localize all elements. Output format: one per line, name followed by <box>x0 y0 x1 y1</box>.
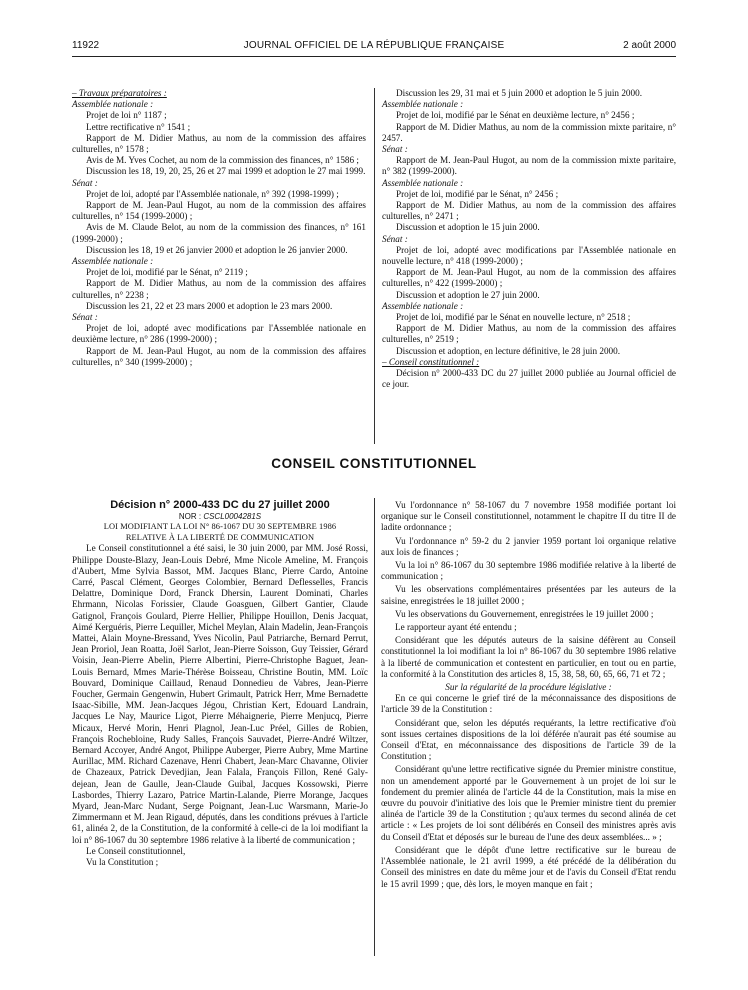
paragraph: – Travaux préparatoires : <box>72 88 167 98</box>
paragraph: Projet de loi, modifié par le Sénat en deuxième lecture, n° 2456 ; <box>396 110 635 121</box>
page-header <box>72 40 676 54</box>
paragraph: Projet de loi n° 1187 ; <box>86 110 167 121</box>
paragraph: Avis de M. Claude Belot, au nom de la commission des finances, n° 161 (1999-2000) ; <box>72 222 366 244</box>
paragraph: Vu l'ordonnance n° 59-2 du 2 janvier 1959 portant loi organique relative aux lois de finances ; <box>381 535 676 557</box>
paragraph: Discussion les 21, 22 et 23 mars 2000 et adoption le 23 mars 2000. <box>86 300 333 311</box>
column-divider-top <box>374 88 375 444</box>
paragraph: Sénat : <box>72 177 98 188</box>
paragraph: Projet de loi, adopté avec modifications par l'Assemblée nationale en nouvelle lecture, n° 418 (1999-2000) ; <box>382 244 676 267</box>
paragraph: Avis de M. Yves Cochet, au nom de la commission des finances, n° 1586 ; <box>86 155 359 166</box>
paragraph: Décision n° 2000-433 DC du 27 juillet 2000 publiée au Journal officiel de ce jour. <box>382 368 676 390</box>
paragraph: Rapport de M. Didier Mathus, au nom de la commission mixte paritaire, n° 2457. <box>382 121 676 143</box>
paragraph: Considérant que, selon les députés requérants, la lettre rectificative d'où sont issues certaines dispositions de la loi déférée n'aurait pas été soumise au Conseil d'Etat, en méconnaissance des dispositions de l'article 39 de la Constitution ; <box>381 717 676 762</box>
paragraph: Discussion les 18, 19 et 26 janvier 2000 et adoption le 26 janvier 2000. <box>86 244 348 255</box>
paragraph: Le Conseil constitutionnel a été saisi, le 30 juin 2000, par MM. José Rossi, Philippe Douste-Blazy, Jean-Louis Debré, Mme Nicole Ameline, M. François d'Aubert, Mme Sylvia Bassot, MM. Jacques Blanc, Pierre Cardo, Antoine Carré, Pascal Clément, Georges Colombier, Bernard Deflesselles, Francis Delattre, Dominique Dord, Franck Dhersin, Laurent Dominati, Charles Ehrmann, Nicolas Forissier, Claude Goasguen, Gilbert Gantier, Claude Gatignol, François Goulard, Pierre Hellier, Philippe Houillon, Denis Jacquat, Aimé Kerguéris, Pierre Lequiller, Michel Meylan, Alain Madelin, Jean-François Mattei, Alain Moyne-Bressand, Yves Nicolin, Paul Patriarche, Bernard Perrut, Jean Proriol, Jean Roatta, Joël Sarlot, Jean-Pierre Soisson, Guy Teissier, Gérard Voisin, Jean-Pierre Abelin, Pierre Albertini, Pierre-Christophe Baguet, Jean-Louis Bernard, Mmes Marie-Thérèse Boisseau, Christine Boutin, MM. Loïc Bouvard, Dominique Caillaud, Renaud Donnedieu de Vabres, Jean-Pierre Foucher, Germain Gengenwin, Hubert Grimault, Patrick Herr, Mme Bernadette Isaac-Sibille, MM. Jean-Jacques Jégou, Christian Kert, Edouard Landrain, Jacques Le Nay, Maurice Ligot, Pierre Méhaignerie, Pierre Menjucq, Pierre Micaux, Hervé Morin, Henri Plagnol, Jean-Luc Préel, Gilles de Robien, François Rochebloine, Rudy Salles, François Sauvadet, Pierre-André Wiltzer, Bernard Accoyer, André Angot, Philippe Auberger, Pierre Aubry, Mme Martine Aurillac, MM. Richard Cazenave, Henri Chabert, Jean-Marc Chavanne, Olivier de Chazeaux, Patrick Devedjian, Jean Falala, François Fillon, René Galy-dejean, Jean de Gaulle, Jean-Claude Guibal, Jacques Kossowski, Pierre Lasbordes, Thierry Lazaro, Patrice Martin-Lalande, Pierre Morange, Jacques Myard, Jean-Marc Nudant, Serge Poignant, Jean-Luc Warsmann, Marie-Jo Zimmermann et M. Jean Rigaud, députés, dans les conditions prévues à l'article 61, alinéa 2, de la Constitution, de la conformité à celle-ci de la loi modifiant la loi n° 86-1067 du 30 septembre 1986 relative à la liberté de communication ; <box>72 543 368 845</box>
decision-column-left <box>72 500 368 868</box>
paragraph: Rapport de M. Jean-Paul Hugot, au nom de la commission mixte paritaire, n° 382 (1999-2000). <box>382 155 676 177</box>
paragraph: Discussion les 29, 31 mai et 5 juin 2000 et adoption le 5 juin 2000. <box>396 88 642 98</box>
paragraph: Projet de loi, modifié par le Sénat, n° 2456 ; <box>396 188 559 199</box>
paragraph: Discussion et adoption le 15 juin 2000. <box>396 222 540 233</box>
paragraph: Assemblée nationale : <box>382 99 464 110</box>
decision-title: Décision n° 2000-433 DC du 27 juillet 2000 <box>110 499 330 511</box>
paragraph: Sénat : <box>382 233 408 244</box>
preparatory-works-column-left <box>72 88 366 368</box>
law-title-line-2: RELATIVE À LA LIBERTÉ DE COMMUNICATION <box>125 532 315 542</box>
paragraph: Rapport de M. Jean-Paul Hugot, au nom de la commission des affaires culturelles, n° 154 (1999-2000) ; <box>72 200 366 222</box>
nor-code: CSCL0004281S <box>203 512 262 522</box>
paragraph: Projet de loi, adopté avec modifications par l'Assemblée nationale en deuxième lecture, n° 286 (1999-2000) ; <box>72 323 366 345</box>
paragraph: Le Conseil constitutionnel, <box>86 845 186 856</box>
nor-reference <box>72 511 368 522</box>
paragraph: Projet de loi, adopté par l'Assemblée nationale, n° 392 (1998-1999) ; <box>86 188 339 199</box>
paragraph: Assemblée nationale : <box>382 300 464 311</box>
paragraph: Assemblée nationale : <box>382 177 464 188</box>
paragraph: Rapport de M. Didier Mathus, au nom de la commission des affaires culturelles, n° 2519 ; <box>382 323 676 345</box>
paragraph: Projet de loi, modifié par le Sénat, n° 2119 ; <box>86 267 248 278</box>
paragraph: Projet de loi, modifié par le Sénat en nouvelle lecture, n° 2518 ; <box>396 312 631 323</box>
paragraph: Considérant que le dépôt d'une lettre rectificative sur le bureau de l'Assemblée nationale, le 21 avril 1999, a été précédé de la délibération du Conseil des ministres en date du même jour et de l'avis du Conseil d'Etat rendu le 15 avril 1999 ; que, dès lors, le moyen manque en fait ; <box>381 844 676 889</box>
paragraph: Discussion les 18, 19, 20, 25, 26 et 27 mai 1999 et adoption le 27 mai 1999. <box>86 166 366 177</box>
decision-column-right <box>381 500 676 892</box>
decision-left-body <box>72 543 368 868</box>
law-title <box>72 522 368 543</box>
paragraph: Vu l'ordonnance n° 58-1067 du 7 novembre 1958 modifiée portant loi organique sur le Conseil constitutionnel, notamment le chapitre II du titre II de ladite ordonnance ; <box>381 500 676 533</box>
paragraph: Assemblée nationale : <box>72 99 154 110</box>
paragraph: Rapport de M. Didier Mathus, au nom de la commission des affaires culturelles, n° 2471 ; <box>382 200 676 222</box>
paragraph: Vu la Constitution ; <box>86 857 159 868</box>
issue-date: 2 août 2000 <box>623 40 676 51</box>
page-number: 11922 <box>72 40 100 51</box>
paragraph: Considérant que les députés auteurs de la saisine défèrent au Conseil constitutionnel la loi modifiant la loi n° 86-1067 du 30 septembre 1986 relative à la liberté de communication et contestent en particulier, en tout ou en partie, la conformité à la Constitution des articles 8, 15, 38, 58, 60, 65, 66, 71 et 72 ; <box>381 635 676 679</box>
paragraph: Sur la régularité de la procédure législative : <box>445 682 612 693</box>
section-title: CONSEIL CONSTITUTIONNEL <box>271 456 477 471</box>
paragraph: Vu les observations du Gouvernement, enregistrées le 19 juillet 2000 ; <box>395 608 654 619</box>
paragraph: En ce qui concerne le grief tiré de la méconnaissance des dispositions de l'article 39 de la Constitution : <box>381 693 676 715</box>
paragraph: Lettre rectificative n° 1541 ; <box>86 121 191 132</box>
paragraph: Sénat : <box>72 312 98 323</box>
paragraph: Considérant qu'une lettre rectificative signée du Premier ministre constitue, non un amendement apporté par le Gouvernement à un projet de loi sur le fondement du premier alinéa de l'article 44 de la Constitution, mais la mise en œuvre du pouvoir d'initiative des lois que le Premier ministre tient du premier alinéa de l'article 39 de la Constitution ; qu'aux termes du second alinéa de cet article : « Les projets de loi sont délibérés en Conseil des ministres après avis du Conseil d'Etat et déposés sur le bureau de l'une des deux assemblées... » ; <box>381 764 676 842</box>
paragraph: Discussion et adoption le 27 juin 2000. <box>396 289 540 300</box>
paragraph: Le rapporteur ayant été entendu ; <box>395 622 517 633</box>
nor-label: NOR : <box>178 512 202 522</box>
header-rule <box>72 56 676 57</box>
paragraph: Vu la loi n° 86-1067 du 30 septembre 1986 modifiée relative à la liberté de communication ; <box>381 560 676 582</box>
law-title-line-1: LOI MODIFIANT LA LOI N° 86-1067 DU 30 SEPTEMBRE 1986 <box>103 522 337 532</box>
paragraph: Rapport de M. Didier Mathus, au nom de la commission des affaires culturelles, n° 1578 ; <box>72 132 366 155</box>
column-divider-bottom <box>374 498 375 956</box>
paragraph: Discussion et adoption, en lecture définitive, le 28 juin 2000. <box>396 345 621 356</box>
journal-title: JOURNAL OFFICIEL DE LA RÉPUBLIQUE FRANÇAISE <box>243 40 505 51</box>
paragraph: Assemblée nationale : <box>72 256 154 267</box>
paragraph: – Conseil constitutionnel : <box>382 356 480 367</box>
paragraph: Sénat : <box>382 144 408 155</box>
paragraph: Rapport de M. Didier Mathus, au nom de la commission des affaires culturelles, n° 2238 ; <box>72 278 366 300</box>
preparatory-works-column-right <box>382 88 676 390</box>
paragraph: Rapport de M. Jean-Paul Hugot, au nom de la commission des affaires culturelles, n° 340 (1999-2000) ; <box>72 345 366 367</box>
paragraph: Rapport de M. Jean-Paul Hugot, au nom de la commission des affaires culturelles, n° 422 (1999-2000) ; <box>382 267 676 289</box>
paragraph: Vu les observations complémentaires présentées par les auteurs de la saisine, enregistrées le 18 juillet 2000 ; <box>381 584 676 606</box>
